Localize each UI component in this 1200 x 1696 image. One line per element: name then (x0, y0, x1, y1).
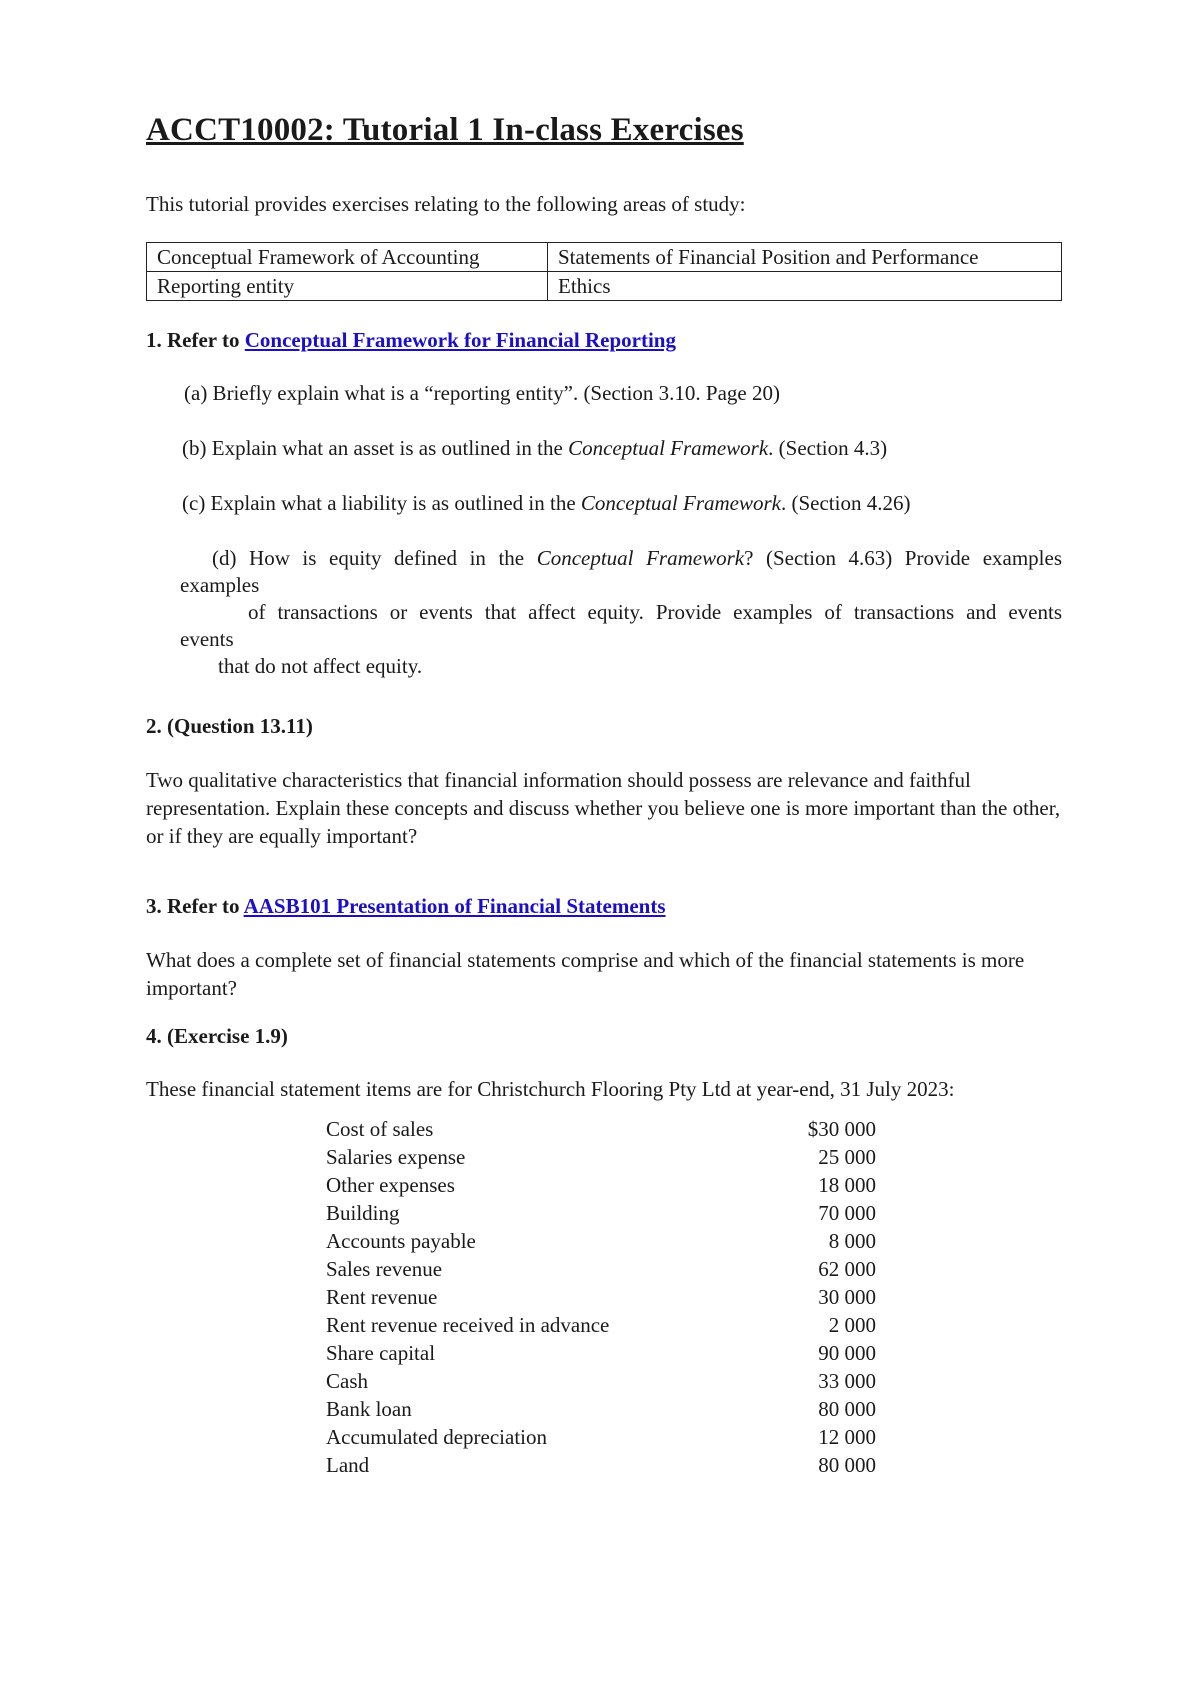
item-amount: 80 000 (818, 1453, 876, 1477)
question-1d-text: (d) How is equity defined in the (212, 546, 537, 570)
item-amount: 12 000 (818, 1425, 876, 1449)
question-1c-emphasis: Conceptual Framework (580, 491, 781, 515)
conceptual-framework-link[interactable]: Conceptual Framework for Financial Reporting (244, 328, 676, 352)
item-label: Rent revenue received in advance (326, 1313, 610, 1337)
item-label: Rent revenue (326, 1285, 438, 1309)
question-1d-line-2: of transactions or events that affect equity. Provide examples of transactions and events (248, 600, 1062, 624)
question-1-prefix: 1. Refer to (146, 328, 245, 352)
item-amount: 18 000 (818, 1173, 876, 1197)
item-amount: 62 000 (818, 1257, 876, 1281)
question-1d-wrap-1: examples (180, 573, 260, 597)
item-amount: 25 000 (818, 1145, 876, 1169)
list-item (326, 1311, 876, 1339)
list-item (326, 1227, 876, 1255)
question-1d-wrap-2: events (180, 627, 234, 651)
list-item (326, 1367, 876, 1395)
question-1c (182, 490, 910, 517)
item-amount: $30 000 (807, 1117, 876, 1141)
item-label: Building (326, 1201, 400, 1225)
list-item (326, 1451, 876, 1479)
list-item (326, 1255, 876, 1283)
question-1d (146, 545, 1062, 678)
question-1d-line-1 (146, 545, 1062, 572)
item-label: Salaries expense (326, 1145, 466, 1169)
question-4-text: These financial statement items are for Christchurch Flooring Pty Ltd at year-end, 31 July 2023: (146, 1077, 955, 1101)
financial-items-list (326, 1115, 876, 1479)
item-label: Land (326, 1453, 370, 1477)
table-cell: Ethics (548, 272, 1062, 301)
table-cell: Reporting entity (147, 272, 548, 301)
list-item (326, 1339, 876, 1367)
aasb101-link[interactable]: AASB101 Presentation of Financial Statements (243, 894, 666, 918)
question-1b-section: . (Section 4.3) (768, 436, 888, 460)
list-item (326, 1395, 876, 1423)
item-amount: 90 000 (818, 1341, 876, 1365)
item-label: Share capital (326, 1341, 436, 1365)
list-item (326, 1143, 876, 1171)
item-label: Accounts payable (326, 1229, 476, 1253)
question-1b-text: (b) Explain what an asset is as outlined in the (182, 436, 569, 460)
question-1d-emphasis: Conceptual Framework (536, 546, 745, 570)
study-areas-table (146, 242, 1062, 301)
item-amount: 80 000 (818, 1397, 876, 1421)
table-row (147, 272, 1062, 301)
item-amount: 30 000 (818, 1285, 876, 1309)
question-1c-section: . (Section 4.26) (780, 491, 911, 515)
item-label: Cash (326, 1369, 368, 1393)
item-label: Bank loan (326, 1397, 412, 1421)
item-amount: 8 000 (828, 1229, 876, 1253)
item-label: Sales revenue (326, 1257, 443, 1281)
item-label: Cost of sales (326, 1117, 434, 1141)
question-4-heading: 4. (Exercise 1.9) (146, 1024, 288, 1048)
document-page (146, 112, 1062, 1477)
question-1b-emphasis: Conceptual Framework (568, 436, 769, 460)
document-title: ACCT10002: Tutorial 1 In-class Exercises (146, 112, 744, 148)
table-cell: Conceptual Framework of Accounting (147, 243, 548, 272)
question-1b (182, 435, 887, 462)
question-3-text: What does a complete set of financial statements comprise and which of the financial statements is more important? (146, 948, 1025, 1000)
question-1-heading (146, 328, 676, 353)
table-row (147, 243, 1062, 272)
list-item (326, 1115, 876, 1143)
item-amount: 70 000 (818, 1201, 876, 1225)
intro-text: This tutorial provides exercises relating to the following areas of study: (146, 192, 746, 216)
question-1d-line-3: that do not affect equity. (218, 654, 423, 678)
question-1d-section: ? (Section 4.63) Provide examples (744, 546, 1062, 570)
list-item (326, 1283, 876, 1311)
table-cell: Statements of Financial Position and Performance (548, 243, 1062, 272)
list-item (326, 1423, 876, 1451)
question-2-heading: 2. (Question 13.11) (146, 714, 313, 738)
question-2-text: Two qualitative characteristics that financial information should possess are relevance and faithful representation. Explain these concepts and discuss whether you believe one is more important than the other, or if they are equally important? (146, 768, 1061, 848)
item-label: Other expenses (326, 1173, 455, 1197)
question-1c-text: (c) Explain what a liability is as outlined in the (182, 491, 581, 515)
item-amount: 2 000 (828, 1313, 876, 1337)
question-3-heading (146, 894, 666, 919)
list-item (326, 1199, 876, 1227)
item-label: Accumulated depreciation (326, 1425, 547, 1449)
question-1a: (a) Briefly explain what is a “reporting entity”. (Section 3.10. Page 20) (184, 381, 780, 405)
list-item (326, 1171, 876, 1199)
item-amount: 33 000 (818, 1369, 876, 1393)
question-3-prefix: 3. Refer to (146, 894, 244, 918)
